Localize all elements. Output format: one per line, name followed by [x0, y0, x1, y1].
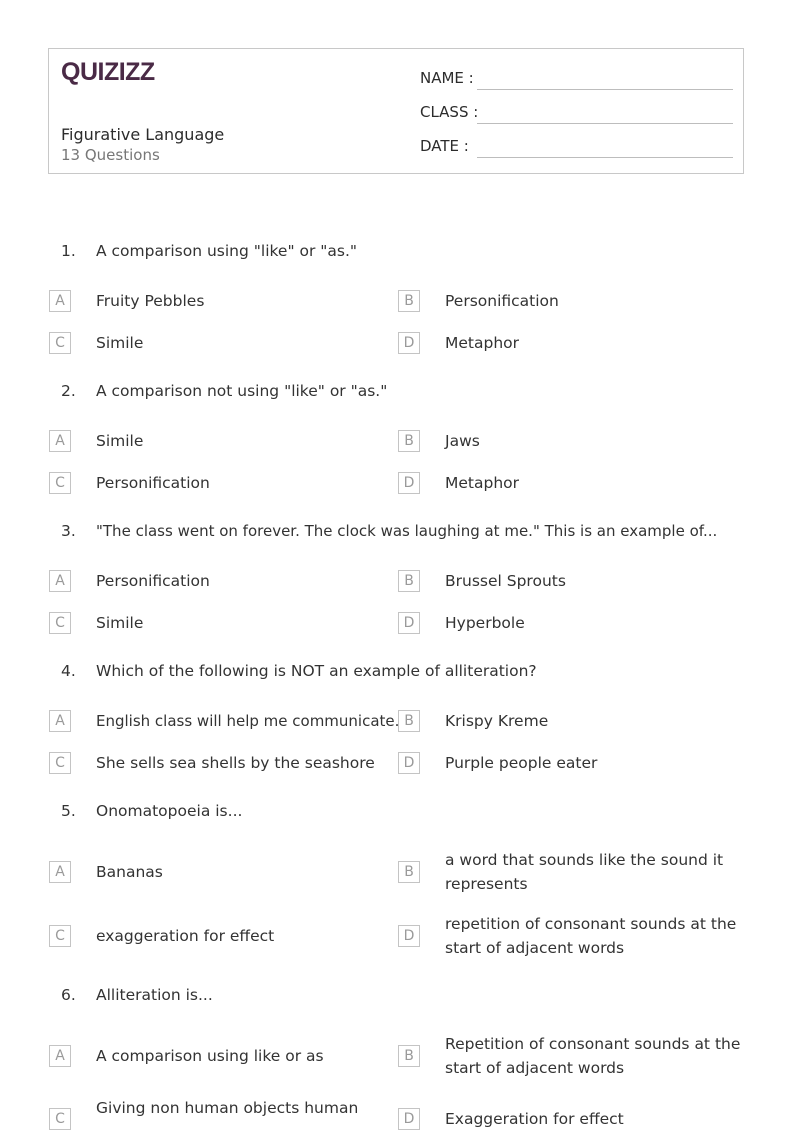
quizizz-logo: QUIZIZZ — [61, 58, 155, 86]
option-text: Repetition of consonant sounds at the start of adjacent words — [445, 1035, 741, 1077]
option-letter-box[interactable]: D — [398, 472, 420, 494]
option-text: Simile — [96, 432, 144, 450]
option-text: Exaggeration for effect — [445, 1110, 624, 1128]
option-text: Bananas — [96, 863, 163, 881]
option-letter-box[interactable]: A — [49, 1045, 71, 1067]
option-letter-box[interactable]: C — [49, 612, 71, 634]
date-line[interactable] — [477, 157, 733, 158]
question-text: A comparison not using "like" or "as." — [96, 382, 388, 400]
question-number: 6. — [61, 986, 76, 1004]
option-text: Metaphor — [445, 334, 520, 352]
name-label: NAME : — [420, 69, 474, 87]
question-number: 4. — [61, 662, 76, 680]
option-text: Hyperbole — [445, 614, 525, 632]
option-letter-box[interactable]: D — [398, 332, 420, 354]
question-text: Which of the following is NOT an example of alliteration? — [96, 662, 537, 680]
worksheet-title: Figurative Language — [61, 125, 225, 144]
option-letter-box[interactable]: B — [398, 570, 420, 592]
question-text: Alliteration is... — [96, 986, 213, 1004]
question-count: 13 Questions — [61, 146, 160, 164]
option-text: Metaphor — [445, 474, 520, 492]
name-line[interactable] — [477, 89, 733, 90]
option-text: Krispy Kreme — [445, 712, 549, 730]
option-text: A comparison using like or as — [96, 1047, 324, 1065]
option-letter-box[interactable]: B — [398, 710, 420, 732]
option-text: Brussel Sprouts — [445, 572, 566, 590]
option-text: Simile — [96, 334, 144, 352]
option-letter-box[interactable]: A — [49, 430, 71, 452]
question-text: "The class went on forever. The clock was laughing at me." This is an example of... — [96, 522, 718, 540]
question-number: 3. — [61, 522, 76, 540]
option-letter-box[interactable]: B — [398, 290, 420, 312]
option-letter-box[interactable]: A — [49, 710, 71, 732]
option-text: Personification — [96, 572, 210, 590]
option-letter-box[interactable]: C — [49, 925, 71, 947]
option-letter-box[interactable]: D — [398, 752, 420, 774]
option-letter-box[interactable]: A — [49, 290, 71, 312]
option-letter-box[interactable]: D — [398, 612, 420, 634]
option-text: repetition of consonant sounds at the start of adjacent words — [445, 915, 737, 957]
option-letter-box[interactable]: B — [398, 430, 420, 452]
date-label: DATE : — [420, 137, 469, 155]
option-letter-box[interactable]: A — [49, 570, 71, 592]
option-text: Giving non human objects human — [96, 1099, 359, 1117]
option-letter-box[interactable]: B — [398, 861, 420, 883]
option-text: English class will help me communicate. — [96, 712, 400, 730]
option-letter-box[interactable]: C — [49, 752, 71, 774]
question-text: A comparison using "like" or "as." — [96, 242, 358, 260]
question-number: 5. — [61, 802, 76, 820]
worksheet-header — [48, 48, 744, 174]
option-text: Personification — [96, 474, 210, 492]
option-letter-box[interactable]: A — [49, 861, 71, 883]
option-letter-box[interactable]: C — [49, 472, 71, 494]
option-letter-box[interactable]: C — [49, 332, 71, 354]
option-letter-box[interactable]: D — [398, 1108, 420, 1130]
option-letter-box[interactable]: B — [398, 1045, 420, 1067]
question-number: 2. — [61, 382, 76, 400]
class-label: CLASS : — [420, 103, 479, 121]
option-text: Personification — [445, 292, 559, 310]
option-text: Fruity Pebbles — [96, 292, 205, 310]
option-letter-box[interactable]: D — [398, 925, 420, 947]
class-line[interactable] — [477, 123, 733, 124]
option-text: Simile — [96, 614, 144, 632]
option-text: exaggeration for effect — [96, 927, 275, 945]
option-text: She sells sea shells by the seashore — [96, 754, 375, 772]
option-text: a word that sounds like the sound it represents — [445, 851, 724, 893]
question-number: 1. — [61, 242, 76, 260]
option-text: Purple people eater — [445, 754, 598, 772]
option-text: Jaws — [445, 432, 480, 450]
option-letter-box[interactable]: C — [49, 1108, 71, 1130]
question-text: Onomatopoeia is... — [96, 802, 243, 820]
